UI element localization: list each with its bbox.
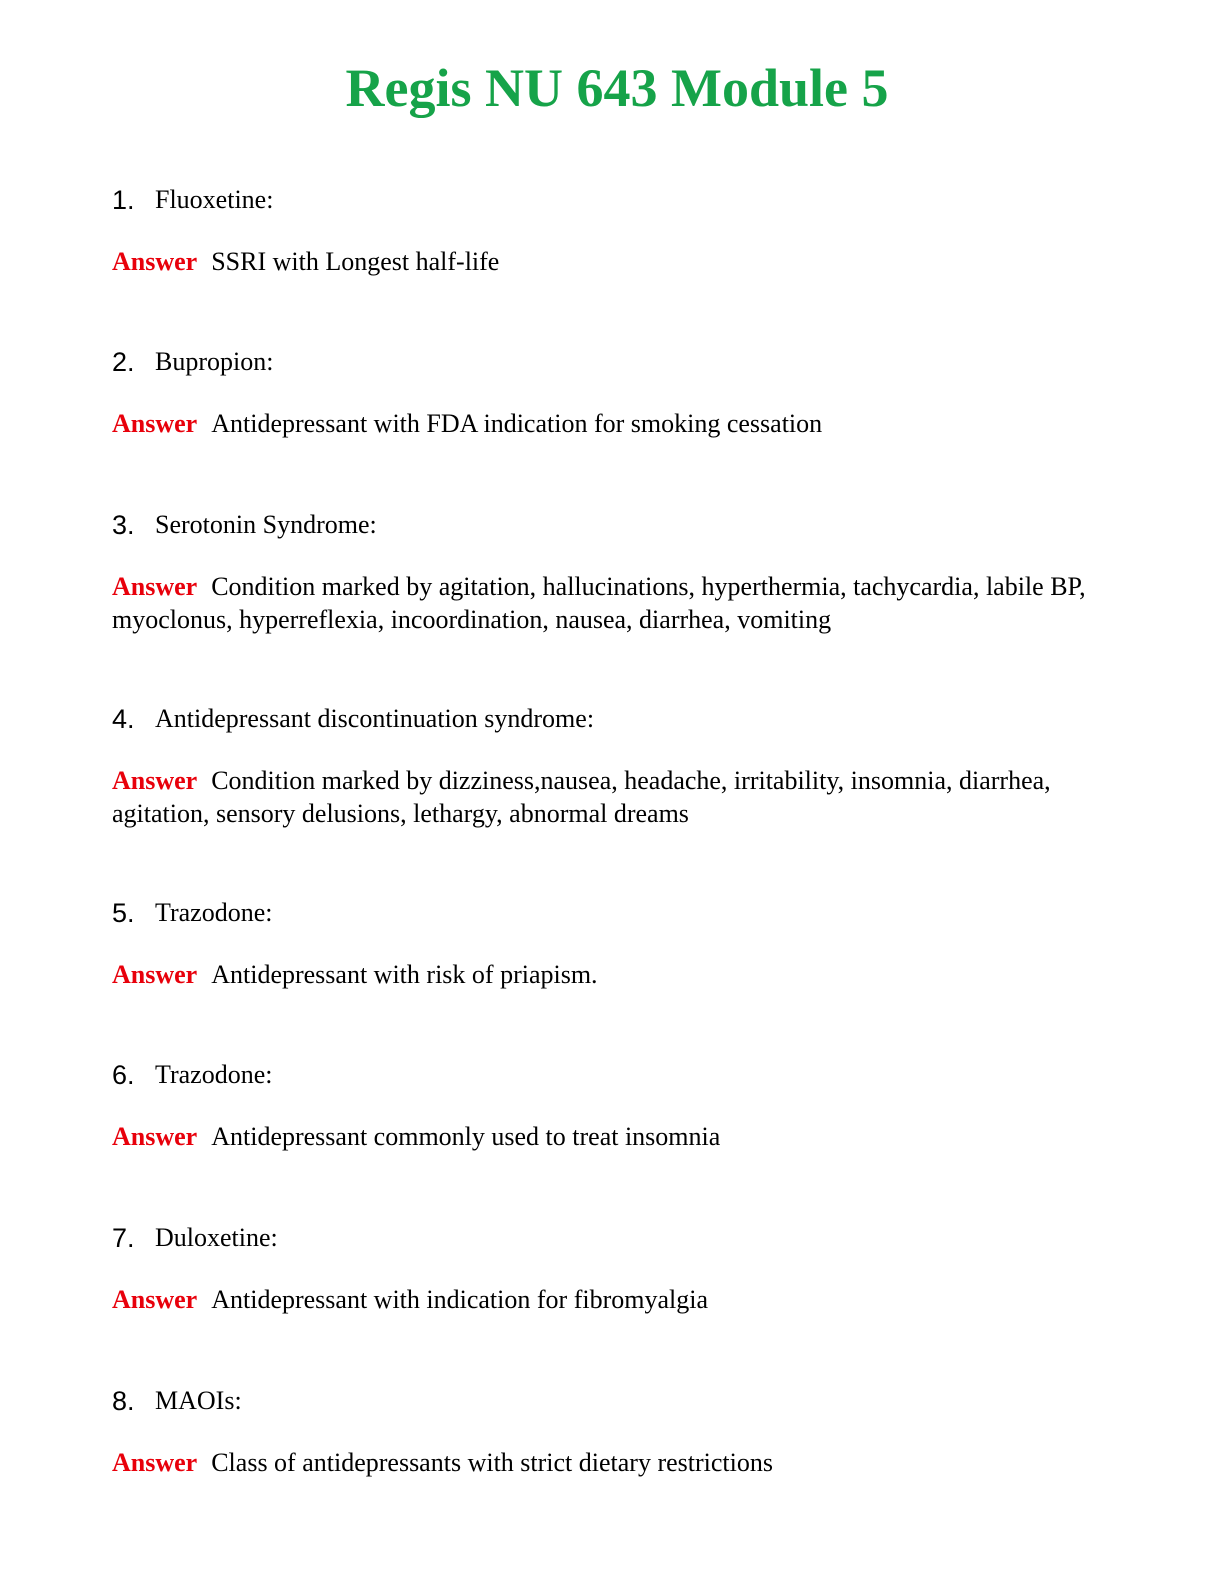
question-number: 6. <box>112 1060 135 1090</box>
question-line <box>112 182 1122 218</box>
answer-line <box>112 764 1122 830</box>
question-line <box>112 1057 1122 1093</box>
answer-text: Antidepressant with risk of priapism. <box>211 960 598 989</box>
question-number: 7. <box>112 1223 135 1253</box>
question-text: Antidepressant discontinuation syndrome: <box>155 704 595 733</box>
page-title: Regis NU 643 Module 5 <box>345 58 889 118</box>
answer-label: Answer <box>112 1122 198 1151</box>
question-number: 3. <box>112 510 135 540</box>
question-number: 8. <box>112 1386 135 1416</box>
answer-label: Answer <box>112 1285 198 1314</box>
question-line <box>112 507 1122 543</box>
answer-line <box>112 1446 1122 1479</box>
answer-text: Class of antidepressants with strict dietary restrictions <box>211 1448 773 1477</box>
question-number: 4. <box>112 704 135 734</box>
question-text: Trazodone: <box>155 898 273 927</box>
answer-label: Answer <box>112 247 198 276</box>
answer-line <box>112 1120 1122 1153</box>
question-text: Serotonin Syndrome: <box>155 510 377 539</box>
question-number: 2. <box>112 347 135 377</box>
question-number: 5. <box>112 898 135 928</box>
answer-line <box>112 1283 1122 1316</box>
question-line <box>112 344 1122 380</box>
question-text: Trazodone: <box>155 1060 273 1089</box>
answer-line <box>112 407 1122 440</box>
qa-item <box>112 1383 1122 1479</box>
answer-text: Antidepressant with FDA indication for smoking cessation <box>211 409 823 438</box>
qa-item <box>112 701 1122 830</box>
qa-item <box>112 1220 1122 1316</box>
qa-item <box>112 507 1122 636</box>
answer-label: Answer <box>112 572 198 601</box>
answer-text: Antidepressant with indication for fibromyalgia <box>211 1285 708 1314</box>
qa-item <box>112 895 1122 991</box>
qa-item <box>112 1057 1122 1153</box>
question-line <box>112 701 1122 737</box>
answer-text: SSRI with Longest half-life <box>211 247 500 276</box>
question-line <box>112 895 1122 931</box>
qa-item <box>112 182 1122 278</box>
answer-line <box>112 245 1122 278</box>
answer-label: Answer <box>112 409 198 438</box>
qa-item <box>112 344 1122 440</box>
answer-label: Answer <box>112 766 198 795</box>
question-text: Bupropion: <box>155 347 274 376</box>
answer-line <box>112 570 1122 636</box>
question-line <box>112 1383 1122 1419</box>
question-text: Duloxetine: <box>155 1223 278 1252</box>
answer-label: Answer <box>112 960 198 989</box>
question-line <box>112 1220 1122 1256</box>
question-text: MAOIs: <box>155 1386 242 1415</box>
answer-text: Condition marked by dizziness,nausea, headache, irritability, insomnia, diarrhea, agitation, sensory delusions, lethargy, abnormal dreams <box>112 766 1051 828</box>
answer-label: Answer <box>112 1448 198 1477</box>
question-number: 1. <box>112 185 135 215</box>
answer-text: Antidepressant commonly used to treat insomnia <box>211 1122 721 1151</box>
answer-text: Condition marked by agitation, hallucinations, hyperthermia, tachycardia, labile BP, myoclonus, hyperreflexia, incoordination, nausea, diarrhea, vomiting <box>112 572 1086 634</box>
question-text: Fluoxetine: <box>155 185 274 214</box>
answer-line <box>112 958 1122 991</box>
